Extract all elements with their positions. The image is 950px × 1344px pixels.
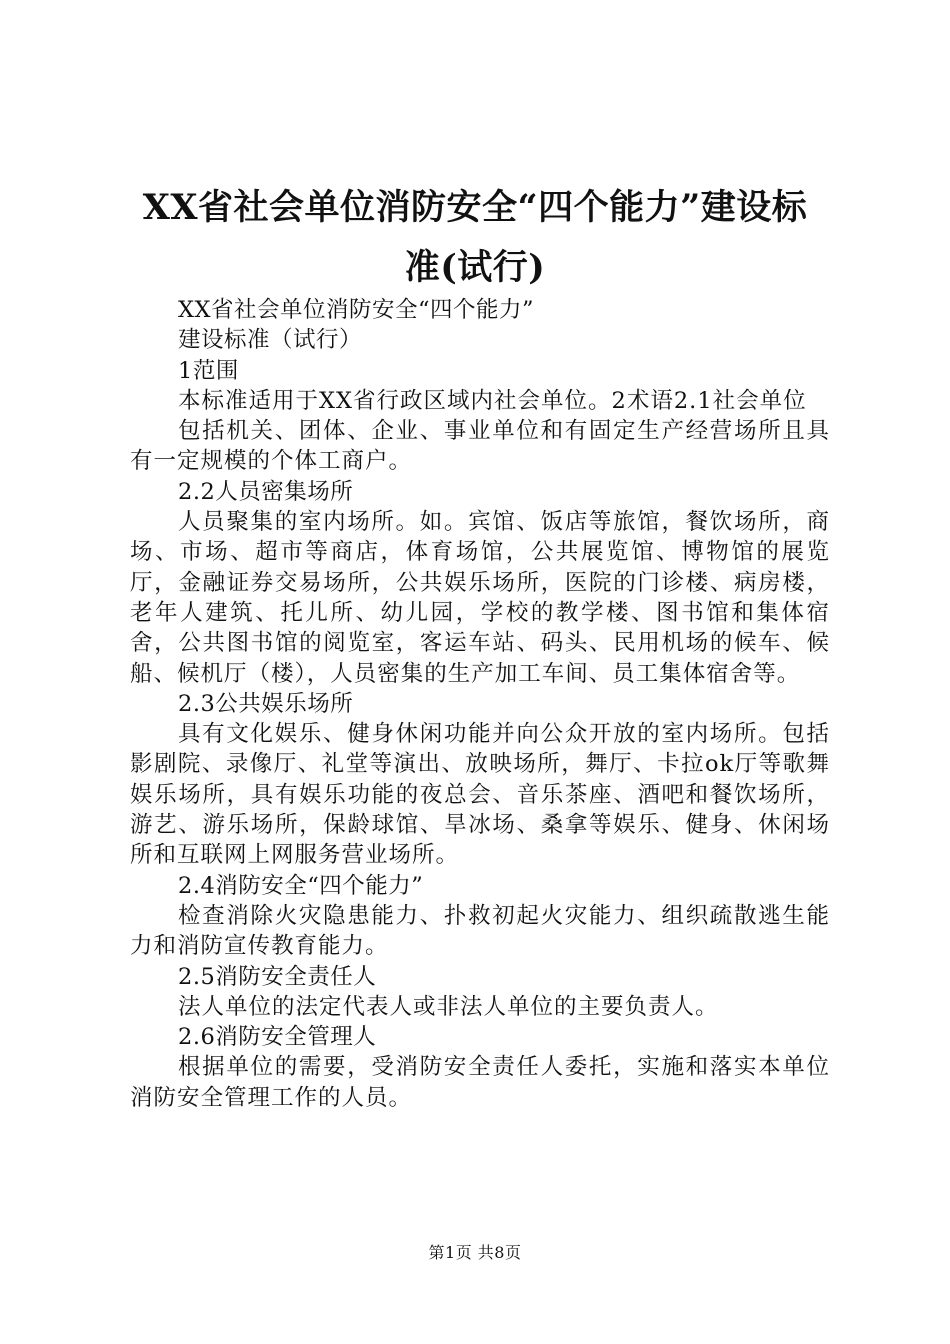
paragraph-scope: 本标准适用于XX省行政区域内社会单位。2术语2.1社会单位 bbox=[178, 387, 807, 414]
section-heading-2-4: 2.4消防安全“四个能力” bbox=[178, 872, 424, 899]
page-footer: 第1页 共8页 bbox=[428, 1243, 522, 1262]
paragraph-crowded-places: 人员聚集的室内场所。如。宾馆、饭店等旅馆，餐饮场所，商场、市场、超市等商店，体育场馆，公共展览馆、博物馆的展览厅，金融证券交易场所，公共娱乐场所，医院的门诊楼、病房楼，老年人建筑、托儿所、幼儿园，学校的教学楼、图书馆和集体宿舍，公共图书馆的阅览室，客运车站、码头、民用机场的候车、候船、候机厅（楼），人员密集的生产加工车间、员工集体宿舍等。 bbox=[130, 509, 830, 687]
section-heading-2-2: 2.2人员密集场所 bbox=[178, 478, 354, 505]
paragraph-responsible-person: 法人单位的法定代表人或非法人单位的主要负责人。 bbox=[178, 993, 719, 1020]
paragraph-safety-manager: 根据单位的需要，受消防安全责任人委托，实施和落实本单位消防安全管理工作的人员。 bbox=[130, 1054, 830, 1111]
subtitle-line-1: XX省社会单位消防安全“四个能力” bbox=[178, 297, 535, 323]
paragraph-four-abilities: 检查消除火灾隐患能力、扑救初起火灾能力、组织疏散逃生能力和消防宣传教育能力。 bbox=[130, 902, 830, 960]
section-heading-2-6: 2.6消防安全管理人 bbox=[178, 1024, 377, 1051]
document-body bbox=[130, 295, 830, 1113]
document-title-line-1: XX省社会单位消防安全“四个能力”建设标 bbox=[142, 187, 808, 228]
section-heading-2-3: 2.3公共娱乐场所 bbox=[178, 690, 354, 717]
subtitle-line-2: 建设标准（试行） bbox=[178, 327, 363, 354]
document-title-line-2: 准(试行) bbox=[404, 247, 546, 288]
paragraph-social-unit: 包括机关、团体、企业、事业单位和有固定生产经营场所且具有一定规模的个体工商户。 bbox=[130, 418, 830, 475]
section-heading-2-5: 2.5消防安全责任人 bbox=[178, 963, 377, 990]
paragraph-entertainment-places: 具有文化娱乐、健身休闲功能并向公众开放的室内场所。包括影剧院、录像厅、礼堂等演出、放映场所，舞厅、卡拉ok厅等歌舞娱乐场所，具有娱乐功能的夜总会、音乐茶座、酒吧和餐饮场所，游艺、游乐场所，保龄球馆、旱冰场、桑拿等娱乐、健身、休闲场所和互联网上网服务营业场所。 bbox=[130, 721, 830, 869]
section-heading-scope: 1范围 bbox=[178, 357, 239, 384]
